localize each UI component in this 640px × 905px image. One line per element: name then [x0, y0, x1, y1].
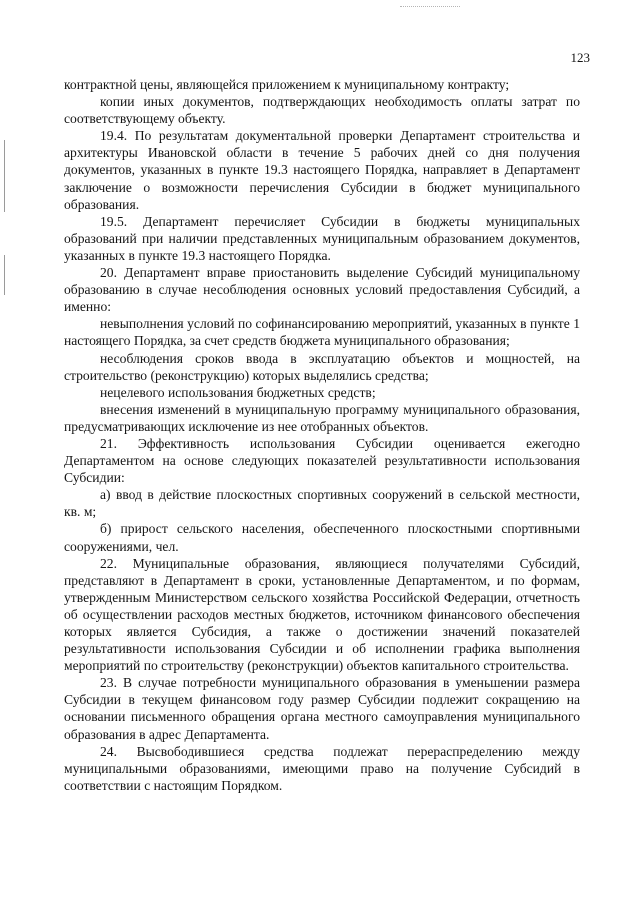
paragraph: копии иных документов, подтверждающих необходимость оплаты затрат по соответствующему объекту. [64, 94, 580, 127]
paragraph: 22. Муниципальные образования, являющиеся получателями Субсидий, представляют в Департамент в сроки, установленные Департаментом, и по формам, утвержденным Министерством сельского хозяйства Российской Федерации, отчетность об осуществлении расходов местных бюджетов, источником финансового обеспечения которых является Субсидия, а также о достижении значений показателей результативности использования Субсидии и об исполнении графика выполнения мероприятий по строительству (реконструкции) объектов капитального строительства. [64, 555, 580, 674]
paragraph: а) ввод в действие плоскостных спортивных сооружений в сельской местности, кв. м; [64, 487, 580, 520]
paragraph: 19.5. Департамент перечисляет Субсидии в бюджеты муниципальных образований при наличии представленных муниципальным образованием документов, указанных в пункте 19.3 настоящего Порядка. [64, 213, 580, 263]
paragraph: 19.4. По результатам документальной проверки Департамент строительства и архитектуры Ивановской области в течение 5 рабочих дней со дня получения документов, указанных в пункте 19.3 настоящего Порядка, направляет в Департамент заключение о возможности перечисления Субсидии в бюджет муниципального образования. [64, 128, 580, 212]
scan-margin-mark [4, 140, 5, 212]
paragraph: нецелевого использования бюджетных средств; [100, 384, 376, 400]
paragraph: невыполнения условий по софинансированию мероприятий, указанных в пункте 1 настоящего Порядка, за счет средств бюджета муниципального образования; [64, 316, 580, 349]
paragraph: б) прирост сельского населения, обеспеченного плоскостными спортивными сооружениями, чел. [64, 521, 580, 554]
paragraph: 24. Высвободившиеся средства подлежат перераспределению между муниципальными образованиями, имеющими право на получение Субсидий в соответствии с настоящим Порядком. [64, 743, 580, 793]
document-body [64, 76, 580, 794]
paragraph: внесения изменений в муниципальную программу муниципального образования, предусматривающих исключение из нее отобранных объектов. [64, 401, 580, 434]
page-number: 123 [570, 50, 590, 65]
paragraph: 21. Эффективность использования Субсидии оценивается ежегодно Департаментом на основе следующих показателей результативности использования Субсидии: [64, 435, 580, 486]
paragraph: 20. Департамент вправе приостановить выделение Субсидий муниципальному образованию в случае несоблюдения основных условий предоставления Субсидий, а именно: [64, 265, 580, 315]
scan-margin-mark [4, 255, 5, 295]
paragraph: контрактной цены, являющейся приложением к муниципальному контракту; [64, 77, 510, 92]
paragraph: несоблюдения сроков ввода в эксплуатацию объектов и мощностей, на строительство (реконструкцию) которых выделялись средства; [64, 350, 580, 383]
paragraph: 23. В случае потребности муниципального образования в уменьшении размера Субсидии в текущем финансовом году размер Субсидии подлежит сокращению на основании письменного обращения органа местного самоуправления муниципального образования в адрес Департамента. [64, 675, 580, 742]
scan-artifact [400, 6, 460, 8]
